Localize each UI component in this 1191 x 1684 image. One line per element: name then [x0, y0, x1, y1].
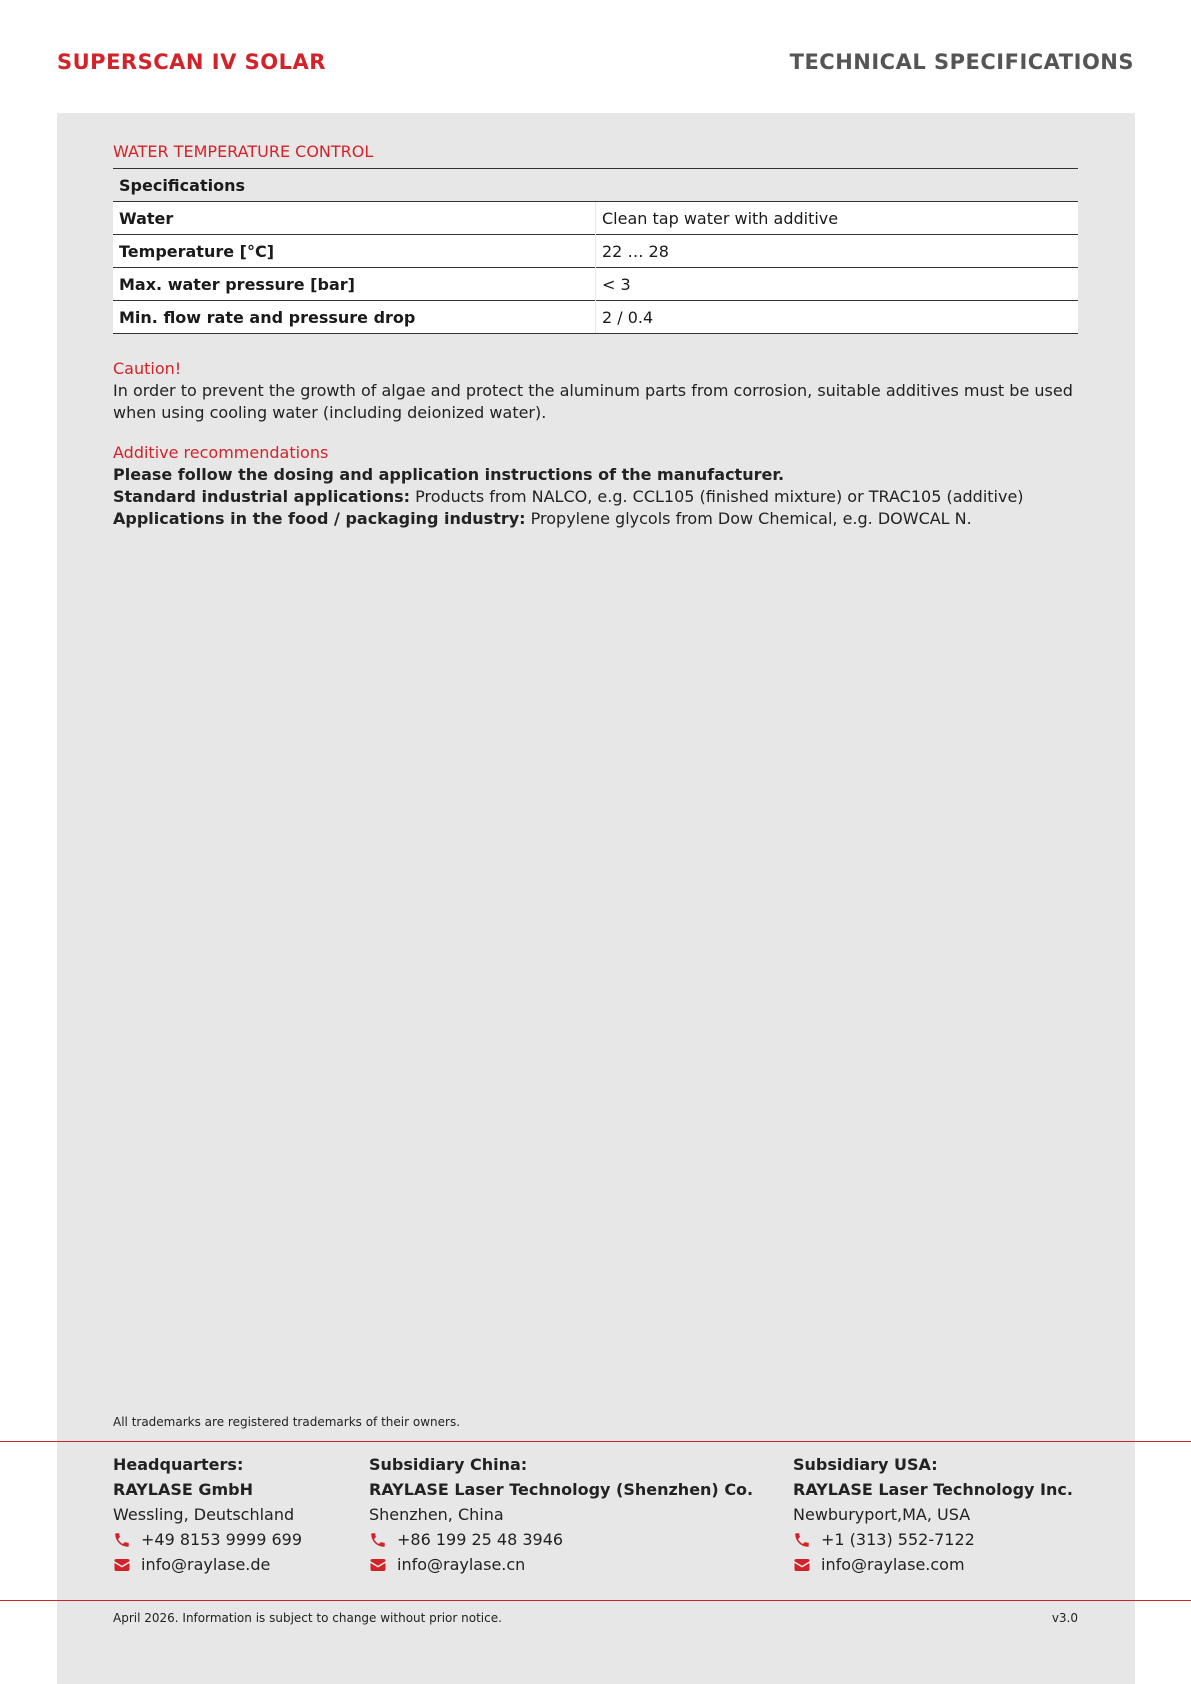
footer-top-divider [0, 1441, 1191, 1442]
product-title: SUPERSCAN IV SOLAR [57, 50, 326, 74]
caution-title: Caution! [113, 359, 182, 378]
contact-company: RAYLASE GmbH [113, 1480, 254, 1499]
contact-phone-row [369, 1527, 753, 1552]
phone-icon [793, 1531, 811, 1549]
additive-instruction: Please follow the dosing and application instructions of the manufacturer. [113, 465, 785, 484]
spec-label: Water [113, 202, 596, 235]
spec-value: 22 … 28 [596, 235, 1079, 268]
contact-subsidiary-usa [793, 1452, 1073, 1577]
contact-location: Wessling, Deutschland [113, 1505, 295, 1524]
spec-value: < 3 [596, 268, 1079, 301]
trademark-notice: All trademarks are registered trademarks of their owners. [113, 1415, 461, 1429]
standard-applications-label: Standard industrial applications: [113, 487, 411, 506]
contact-phone-row [793, 1527, 1073, 1552]
caution-text: In order to prevent the growth of algae and protect the aluminum parts from corrosion, suitable additives must be used when using cooling water (including deionized water). [113, 381, 1073, 422]
food-applications-label: Applications in the food / packaging industry: [113, 509, 526, 528]
specifications-table [113, 168, 1078, 334]
standard-applications-text: Products from NALCO, e.g. CCL105 (finished mixture) or TRAC105 (additive) [415, 487, 1024, 506]
contact-company: RAYLASE Laser Technology (Shenzhen) Co. [369, 1480, 754, 1499]
table-row [113, 268, 1078, 301]
contact-headquarters [113, 1452, 302, 1577]
spec-value: 2 / 0.4 [596, 301, 1079, 334]
footer-bottom-divider [0, 1600, 1191, 1601]
contact-location: Shenzhen, China [369, 1505, 504, 1524]
contact-company: RAYLASE Laser Technology Inc. [793, 1480, 1073, 1499]
change-notice: April 2026. Information is subject to change without prior notice. [113, 1611, 502, 1625]
contact-heading: Subsidiary China: [369, 1455, 528, 1474]
spec-label: Max. water pressure [bar] [113, 268, 596, 301]
envelope-icon [793, 1556, 811, 1574]
document-type-title: TECHNICAL SPECIFICATIONS [789, 50, 1134, 74]
version-label: v3.0 [1051, 1611, 1078, 1625]
spec-label: Temperature [°C] [113, 235, 596, 268]
contact-email-row [793, 1552, 1073, 1577]
food-applications-text: Propylene glycols from Dow Chemical, e.g. DOWCAL N. [530, 509, 972, 528]
additive-recommendations-block [113, 464, 1093, 530]
contact-phone[interactable]: +86 199 25 48 3946 [397, 1530, 564, 1549]
table-header-row [113, 169, 1078, 202]
additive-recommendations-title: Additive recommendations [113, 443, 329, 462]
contact-email[interactable]: info@raylase.cn [397, 1555, 526, 1574]
table-row [113, 301, 1078, 334]
contact-email-row [113, 1552, 302, 1577]
table-row [113, 202, 1078, 235]
phone-icon [113, 1531, 131, 1549]
contact-email[interactable]: info@raylase.com [821, 1555, 965, 1574]
contact-phone[interactable]: +49 8153 9999 699 [141, 1530, 302, 1549]
phone-icon [369, 1531, 387, 1549]
contact-phone[interactable]: +1 (313) 552-7122 [821, 1530, 975, 1549]
envelope-icon [369, 1556, 387, 1574]
contact-subsidiary-china [369, 1452, 753, 1577]
table-row [113, 235, 1078, 268]
table-header-cell: Specifications [113, 169, 1078, 202]
envelope-icon [113, 1556, 131, 1574]
contact-phone-row [113, 1527, 302, 1552]
contact-location: Newburyport,MA, USA [793, 1505, 971, 1524]
spec-label: Min. flow rate and pressure drop [113, 301, 596, 334]
contact-email[interactable]: info@raylase.de [141, 1555, 271, 1574]
contact-heading: Headquarters: [113, 1455, 244, 1474]
content-panel [57, 113, 1135, 1684]
section-title: WATER TEMPERATURE CONTROL [113, 142, 374, 161]
contact-heading: Subsidiary USA: [793, 1455, 938, 1474]
contact-email-row [369, 1552, 753, 1577]
spec-value: Clean tap water with additive [596, 202, 1079, 235]
